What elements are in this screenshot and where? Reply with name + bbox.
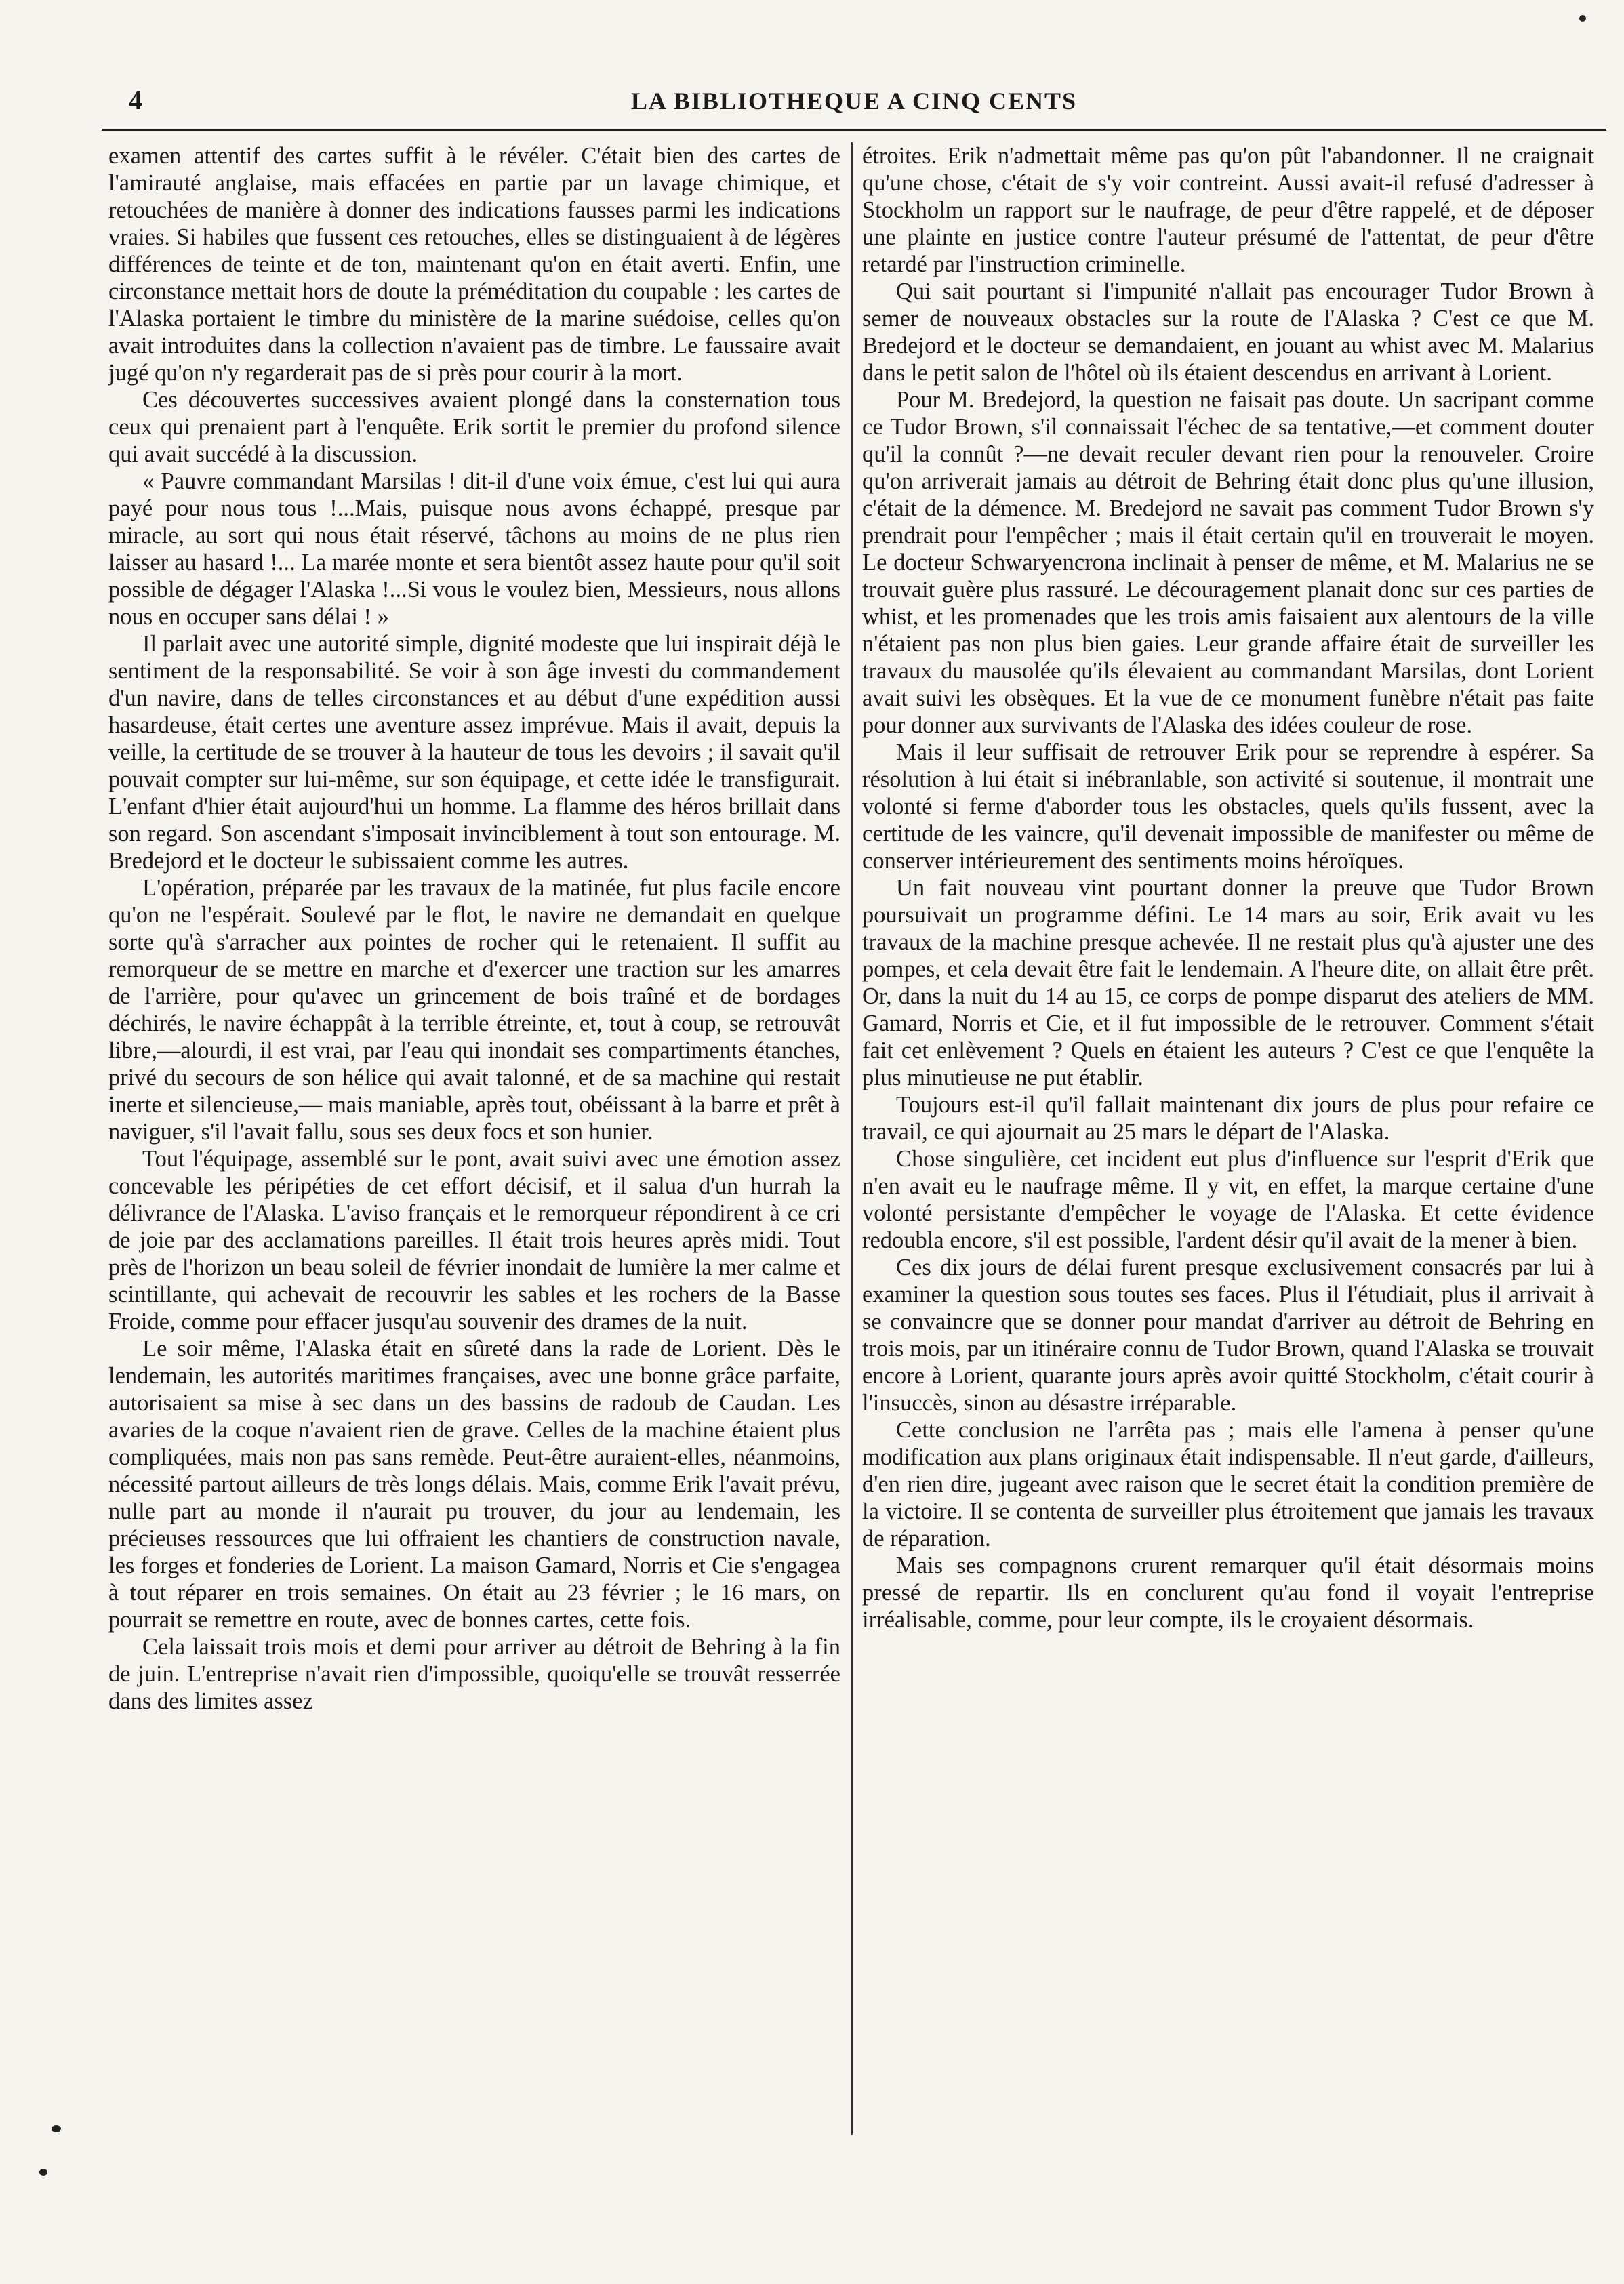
print-speck — [39, 2169, 47, 2176]
paragraph: Un fait nouveau vint pourtant donner la preuve que Tudor Brown poursuivait un programme défini. Le 14 mars au soir, Erik avait vu les travaux de la machine presque achevée. Il ne restait plus qu'à ajuster une des pompes, et cela devait être fait le lendemain. A l'heure dite, on allait être prêt. Or, dans la nuit du 14 au 15, ce corps de pompe disparut des ateliers de MM. Gamard, Norris et Cie, et il fut impossible de le retrouver. Comment s'était fait cet enlèvement ? Quels en étaient les auteurs ? C'est ce que l'enquête la plus minutieuse ne put établir. — [862, 875, 1594, 1090]
paragraph: Cette conclusion ne l'arrêta pas ; mais elle l'amena à penser qu'une modification aux plans originaux était indispensable. Il n'eut garde, d'ailleurs, d'en rien dire, jugeant avec raison que le secret était la condition première de la victoire. Il se contenta de surveiller plus étroitement que jamais les travaux de réparation. — [862, 1417, 1594, 1551]
paragraph: examen attentif des cartes suffit à le révéler. C'était bien des cartes de l'amirauté anglaise, mais effacées en partie par un lavage chimique, et retouchées de manière à donner des indications fausses parmi les indications vraies. Si habiles que fussent ces retouches, elles se distinguaient à de légères différences de teinte et de ton, maintenant qu'on en était averti. Enfin, une circonstance mettait hors de doute la préméditation du coupable : les cartes de l'Alaska portaient le timbre du ministère de la marine suédoise, celles qu'on avait introduites dans la collection n'avaient pas de timbre. Le faussaire avait jugé qu'on n'y regarderait pas de si près pour courir à la mort. — [108, 143, 840, 386]
paragraph: Mais il leur suffisait de retrouver Erik pour se reprendre à espérer. Sa résolution à lui était si inébranlable, son activité si soutenue, il montrait une volonté si ferme d'aborder tous les obstacles, quels qu'ils fussent, avec la certitude de les vaincre, qu'il devenait impossible de manifester ou même de conserver intérieurement des sentiments moins héroïques. — [862, 739, 1594, 874]
paragraph: Pour M. Bredejord, la question ne faisait pas doute. Un sacripant comme ce Tudor Brown, s'il connaissait l'échec de sa tentative,—et comment douter qu'il la connût ?—ne devait reculer devant rien pour la renouveler. Croire qu'on arriverait jamais au détroit de Behring était donc plus qu'une illusion, c'était de la démence. M. Bredejord ne savait pas comment Tudor Brown s'y prendrait pour l'empêcher ; mais il était certain qu'il en trouverait le moyen. Le docteur Schwaryencrona inclinait à penser de même, et M. Malarius ne se trouvait guère plus rassuré. Le découragement planait donc sur ces parties de whist, et les promenades que les trois amis faisaient aux alentours de la ville n'étaient pas non plus bien gaies. Leur grande affaire était de surveiller les travaux du mausolée qu'ils élevaient au commandant Marsilas, dont Lorient avait suivi les obsèques. Et la vue de ce monument funèbre n'était pas faite pour donner aux survivants de l'Alaska des idées couleur de rose. — [862, 387, 1594, 738]
header-rule — [102, 129, 1606, 131]
page-number: 4 — [129, 85, 142, 115]
paragraph: « Pauvre commandant Marsilas ! dit-il d'une voix émue, c'est lui qui aura payé pour nous tous !...Mais, puisque nous avons échappé, presque par miracle, au sort qui nous était réservé, tâchons au moins de ne plus rien laisser au hasard !... La marée monte et sera bientôt assez haute pour qu'il soit possible de dégager l'Alaska !...Si vous le voulez bien, Messieurs, nous allons nous en occuper sans délai ! » — [108, 468, 840, 630]
right-column — [862, 142, 1594, 2176]
paragraph: étroites. Erik n'admettait même pas qu'on pût l'abandonner. Il ne craignait qu'une chose, c'était de s'y voir contreint. Aussi avait-il refusé d'adresser à Stockholm un rapport sur le naufrage, de peur d'être rappelé, et de déposer une plainte en justice contre l'auteur présumé de l'attentat, de peur d'être retardé par l'instruction criminelle. — [862, 143, 1594, 277]
page-header — [102, 80, 1606, 123]
paragraph: Ces dix jours de délai furent presque exclusivement consacrés par lui à examiner la question sous toutes ses faces. Plus il l'étudiait, plus il arrivait à se convaincre que se donner pour mandat d'arriver au détroit de Behring en trois mois, par un itinéraire connu de Tudor Brown, quand l'Alaska se trouvait encore à Lorient, quarante jours après avoir quitté Stockholm, c'était courir à l'insuccès, sinon au désastre irréparable. — [862, 1255, 1594, 1416]
paragraph: Le soir même, l'Alaska était en sûreté dans la rade de Lorient. Dès le lendemain, les autorités maritimes françaises, avec une bonne grâce parfaite, autorisaient sa mise à sec dans un des bassins de radoub de Caudan. Les avaries de la coque n'avaient rien de grave. Celles de la machine étaient plus compliquées, mais non pas sans remède. Peut-être auraient-elles, néanmoins, nécessité partout ailleurs de très longs délais. Mais, comme Erik l'avait prévu, nulle part au monde il n'aurait pu trouver, du jour au lendemain, les précieuses ressources que lui offraient les chantiers de construction navale, les forges et fonderies de Lorient. La maison Gamard, Norris et Cie s'engagea à tout réparer en trois semaines. On était au 23 février ; le 16 mars, on pourrait se remettre en route, avec de bonnes cartes, cette fois. — [108, 1336, 840, 1633]
paragraph: Chose singulière, cet incident eut plus d'influence sur l'esprit d'Erik que n'en avait eu le naufrage même. Il y vit, en effet, la marque certaine d'une volonté persistante d'empêcher le voyage de l'Alaska. Et cette évidence redoubla encore, s'il est possible, l'ardent désir qu'il avait de la mener à bien. — [862, 1146, 1594, 1253]
paragraph: Mais ses compagnons crurent remarquer qu'il était désormais moins pressé de repartir. Ils en conclurent qu'au fond il voyait l'entreprise irréalisable, comme, pour leur compte, ils le croyaient désormais. — [862, 1553, 1594, 1633]
paragraph: Ces découvertes successives avaient plongé dans la consternation tous ceux qui prenaient part à l'enquête. Erik sortit le premier du profond silence qui avait succédé à la discussion. — [108, 387, 840, 467]
column-divider — [851, 142, 853, 2135]
paragraph: Cela laissait trois mois et demi pour arriver au détroit de Behring à la fin de juin. L'entreprise n'avait rien d'impossible, quoiqu'elle se trouvât resserrée dans des limites assez — [108, 1634, 840, 1714]
paragraph: Tout l'équipage, assemblé sur le pont, avait suivi avec une émotion assez concevable les péripéties de cet effort décisif, et il salua d'un hurrah la délivrance de l'Alaska. L'aviso français et le remorqueur répondirent à ce cri de joie par des acclamations pareilles. Il était trois heures après midi. Tout près de l'horizon un beau soleil de février inondait de lumière la mer calme et scintillante, qui achevait de recouvrir les sables et les rochers de la Basse Froide, comme pour effacer jusqu'au souvenir des drames de la nuit. — [108, 1146, 840, 1334]
running-title: LA BIBLIOTHEQUE A CINQ CENTS — [630, 87, 1078, 115]
paragraph: L'opération, préparée par les travaux de la matinée, fut plus facile encore qu'on ne l'espérait. Soulevé par le flot, le navire ne demandait en quelque sorte qu'à s'arracher aux pointes de rocher qui le retenaient. Il suffit au remorqueur de se mettre en marche et d'exercer une traction sur les amarres de l'arrière, pour qu'avec un grincement de bois traîné et de bordages déchirés, le navire échappât à la terrible étreinte, et, tout à coup, se retrouvât libre,—alourdi, il est vrai, par l'eau qui inondait ses compartiments étanches, privé du secours de son hélice qui avait talonné, et de sa machine qui restait inerte et silencieuse,— mais maniable, après tout, obéissant à la barre et prêt à naviguer, s'il l'avait fallu, sous ses deux focs et son hunier. — [108, 875, 840, 1145]
paragraph: Toujours est-il qu'il fallait maintenant dix jours de plus pour refaire ce travail, ce qui ajournait au 25 mars le départ de l'Alaska. — [862, 1092, 1594, 1145]
print-speck — [52, 2125, 61, 2132]
paragraph: Il parlait avec une autorité simple, dignité modeste que lui inspirait déjà le sentiment de la responsabilité. Se voir à son âge investi du commandement d'un navire, dans de telles circonstances et au début d'une expédition aussi hasardeuse, était certes une aventure assez imprévue. Mais il avait, depuis la veille, la certitude de se trouver à la hauteur de tous les devoirs ; il savait qu'il pouvait compter sur lui-même, sur son équipage, et cette idée le transfigurait. L'enfant d'hier était aujourd'hui un homme. La flamme des héros brillait dans son regard. Son ascendant s'imposait invinciblement à tout son entourage. M. Bredejord et le docteur le subissaient comme les autres. — [108, 631, 840, 874]
print-speck — [1579, 15, 1586, 22]
paragraph: Qui sait pourtant si l'impunité n'allait pas encourager Tudor Brown à semer de nouveaux obstacles sur la route de l'Alaska ? C'est ce que M. Bredejord et le docteur se demandaient, en jouant au whist avec M. Malarius dans le petit salon de l'hôtel où ils étaient descendus en arrivant à Lorient. — [862, 279, 1594, 386]
left-column — [108, 142, 840, 2176]
